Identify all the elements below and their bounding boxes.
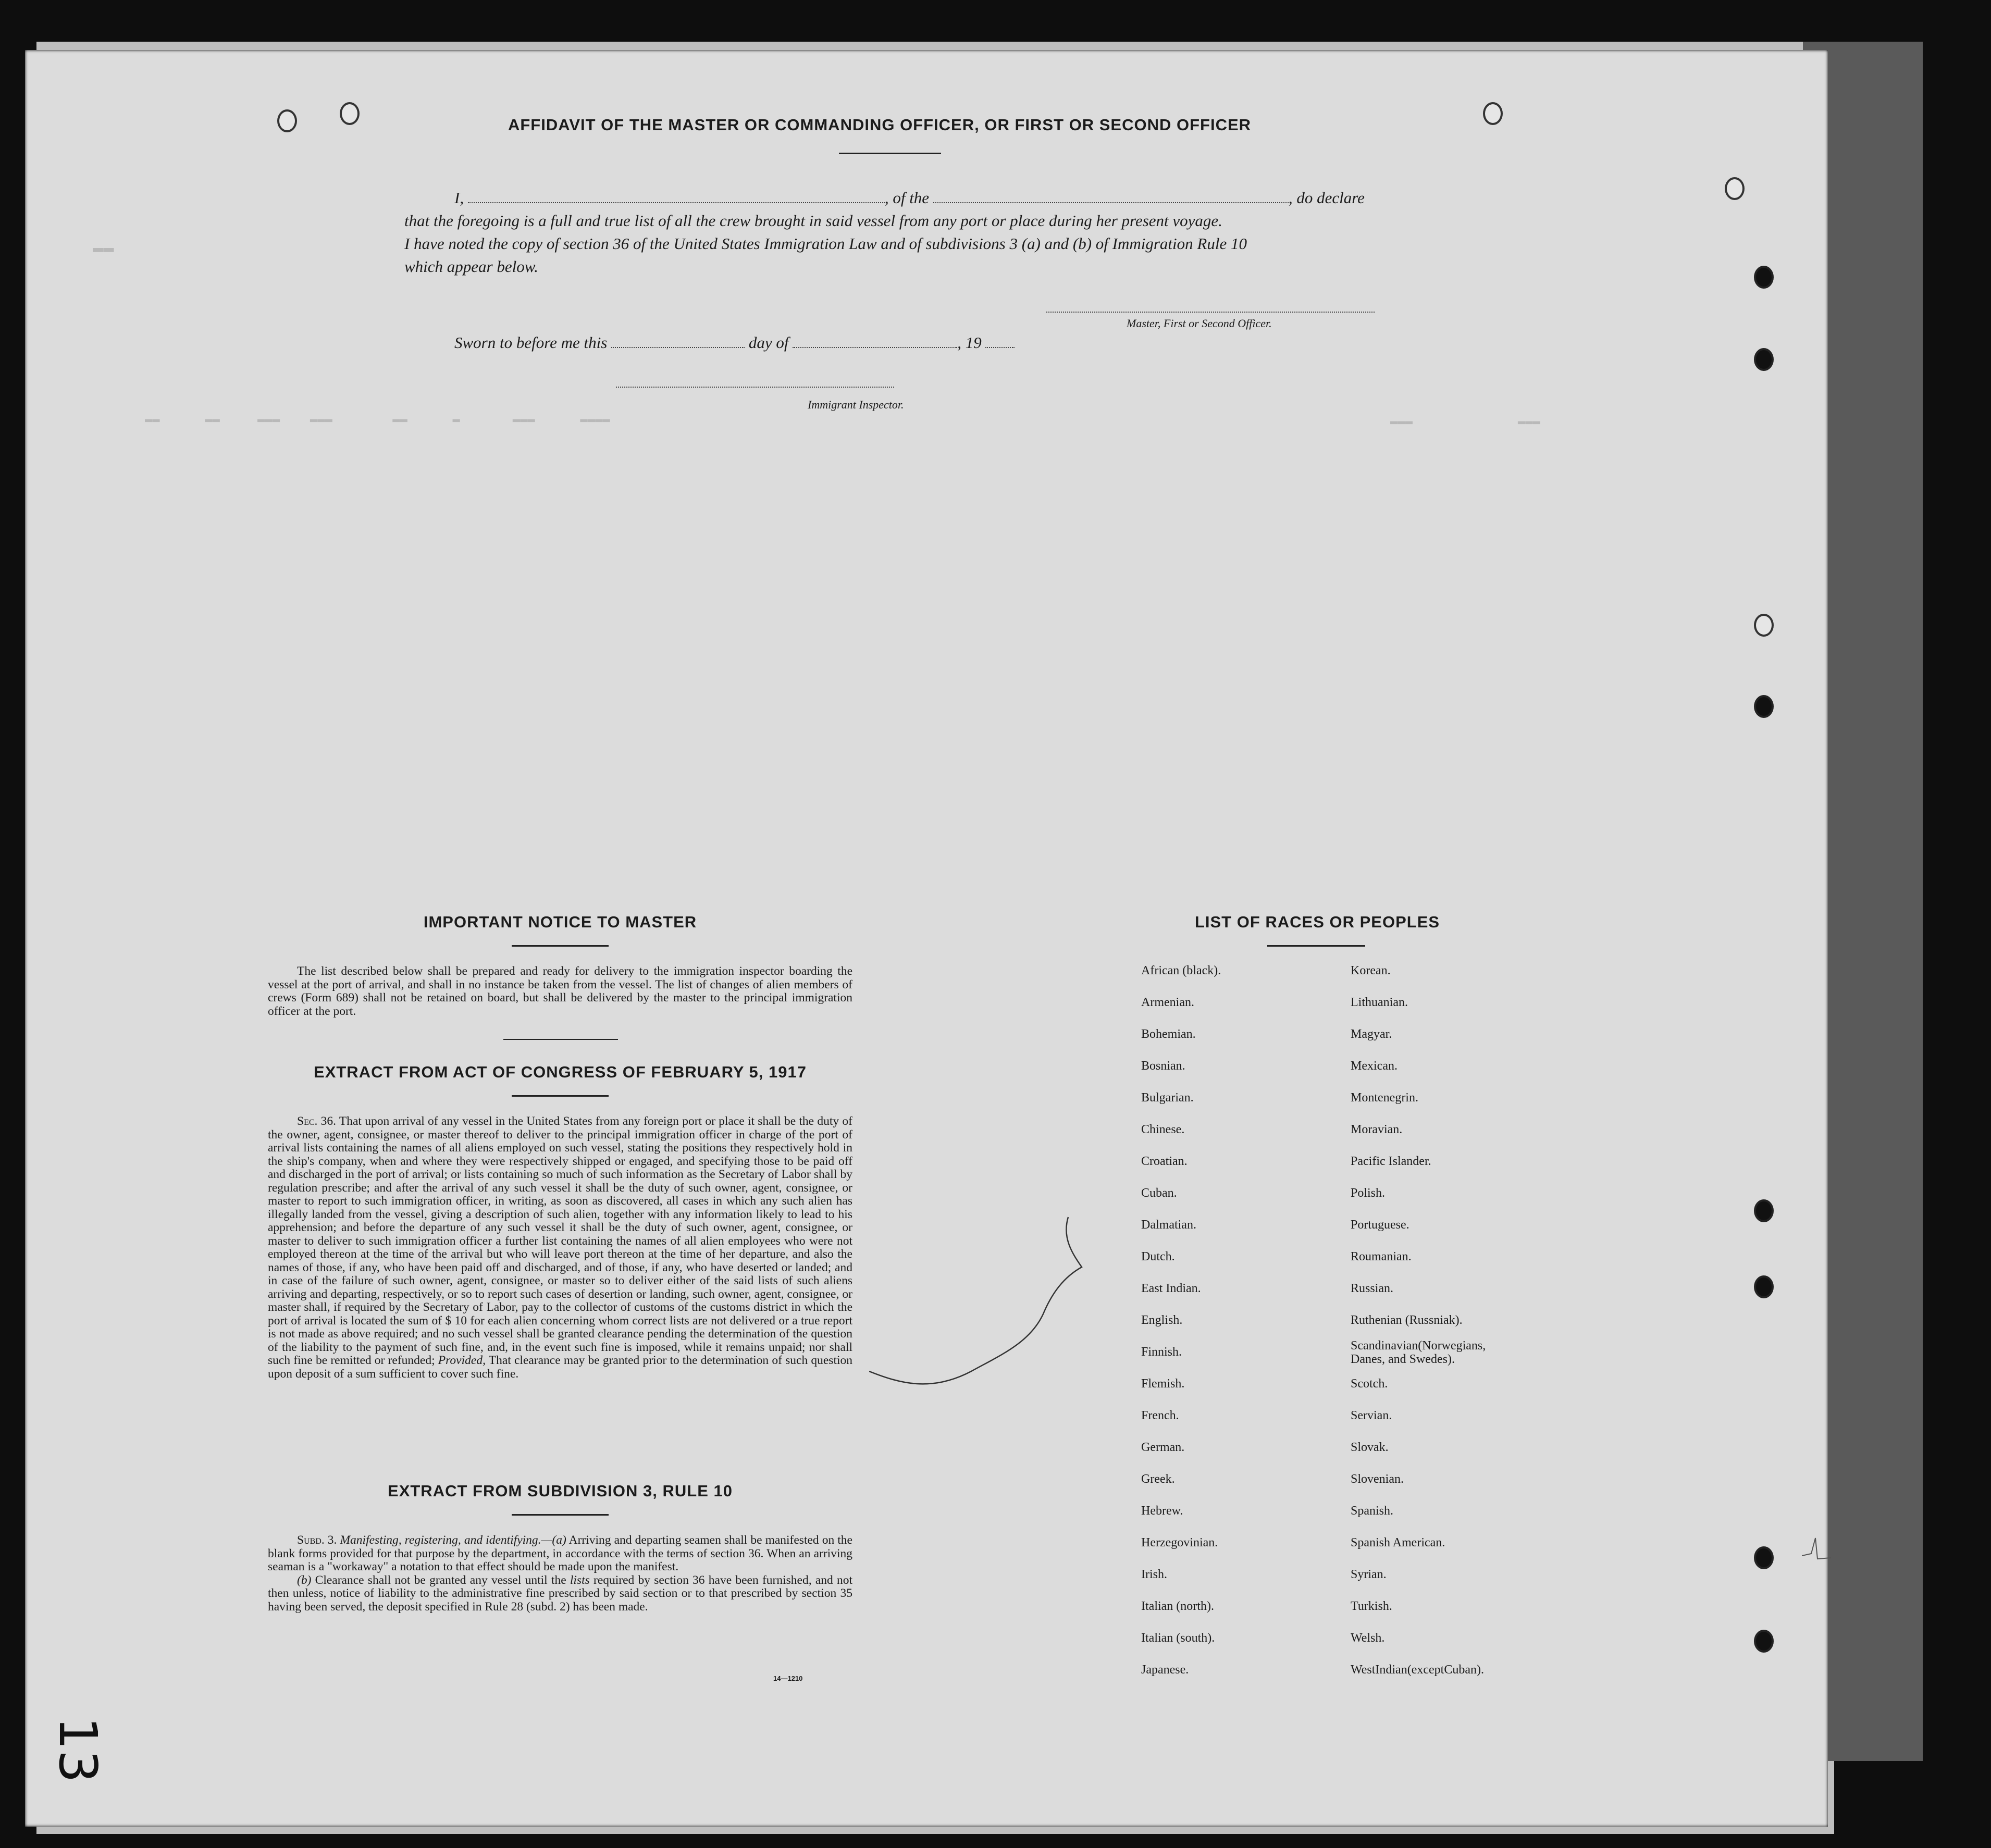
rule-subd-label: Subd. 3.	[297, 1533, 337, 1547]
race-item: Mexican.	[1351, 1059, 1398, 1073]
race-item: Croatian.	[1141, 1155, 1188, 1168]
act-section-body: That upon arrival of any vessel in the United States from any foreign port or place it shall be the duty of the owner, agent, consignee, or master thereof to deliver to the principal immigration officer in charge of the port of arrival lists containing the names of all aliens employed on such vessel, stating the positions they respectively hold in the ship's company, when and where they were respectively shipped or engaged, and specifying those to be paid off and discharged in the port of arrival; or lists containing so much of such information as the Secretary of Labor shall by regulation prescribe; and after the arrival of any such vessel it shall be the duty of such owner, agent, consignee, or master to report to such immigration officer, in writing, as soon as discovered, all cases in which any such alien has illegally landed from the vessel, giving a description of such alien, together with any information likely to lead to his apprehension; and before the departure of any such vessel it shall be the duty of such owner, agent, consignee, or master to deliver to such immigration officer a further list containing the names of all alien employees who were not employed thereon at the time of the arrival but who will leave port thereon at the time of her departure, and also the names of those, if any, who have been paid off and discharged, and of those, if any, who have deserted or landed; and in case of the failure of such owner, agent, consignee, or master so to deliver either of the said lists of such aliens arriving and departing, respectively, or so to report such cases of desertion or landing, such owner, agent, consignee, or master shall, if required by the Secretary of Labor, pay to the collector of customs of the customs district in which the port of arrival is located the sum of $ 10 for each alien concerning whom correct lists are not delivered or a true report is not made as above required; and no such vessel shall be granted clearance pending the determination of the question of the liability to the payment of such fine, and, in the event such fine is imposed, while it remains unpaid; nor shall such fine be remitted or refunded;	[268, 1114, 853, 1367]
rule-subd-heading: Manifesting, registering, and identifying.—(a)	[340, 1533, 566, 1547]
binder-hole	[1483, 102, 1503, 125]
race-item: Dutch.	[1141, 1250, 1175, 1263]
inspector-signature-line[interactable]	[616, 387, 894, 388]
rule-text	[268, 1534, 852, 1614]
act-underline	[512, 1095, 609, 1097]
binder-hole	[277, 109, 297, 132]
race-item: Servian.	[1351, 1409, 1392, 1422]
race-item: Japanese.	[1141, 1663, 1189, 1677]
binder-hole	[1754, 614, 1774, 637]
race-item: Scotch.	[1351, 1377, 1388, 1391]
notice-title: IMPORTANT NOTICE TO MASTER	[423, 913, 697, 931]
rule-underline	[512, 1514, 609, 1516]
race-item: Italian (south).	[1141, 1631, 1215, 1645]
race-item: Russian.	[1351, 1282, 1394, 1295]
race-item: French.	[1141, 1409, 1179, 1422]
race-item: Montenegrin.	[1351, 1091, 1418, 1105]
sworn-line	[454, 331, 1015, 354]
sworn-year-label: , 19	[957, 333, 982, 352]
binder-hole	[1754, 266, 1774, 289]
rule-para-b-label: (b)	[297, 1573, 312, 1587]
race-item: Magyar.	[1351, 1027, 1392, 1041]
race-item: Armenian.	[1141, 996, 1194, 1009]
pen-mark	[1802, 1535, 1833, 1571]
affidavit-line-2: that the foregoing is a full and true list of all the crew brought in said vessel from any port or place during her present voyage.	[404, 212, 1222, 230]
act-provided-text: That clearance may be granted prior to the determination of such question upon deposit of a sum sufficient to cover such fine.	[268, 1354, 853, 1381]
race-item: Roumanian.	[1351, 1250, 1412, 1263]
notice-underline	[512, 945, 609, 947]
rule-para-b-text-2: required by section 36 have been furnished, and not then unless, notice of liability to the administrative fine prescribed by said section or to that prescribed by section 35 having been served, the deposit specified in Rule 28 (subd. 2) has been made.	[268, 1573, 853, 1614]
name-blank[interactable]	[468, 188, 885, 203]
sworn-month-blank[interactable]	[793, 332, 957, 348]
race-item: Flemish.	[1141, 1377, 1185, 1391]
master-caption: Master, First or Second Officer.	[1127, 317, 1272, 330]
inspector-caption: Immigrant Inspector.	[808, 398, 904, 411]
affidavit-line-3: I have noted the copy of section 36 of the United States Immigration Law and of subdivisions 3 (a) and (b) of Immigration Rule 10	[404, 234, 1247, 253]
bleed-through-text: ▬▬	[93, 239, 114, 258]
race-item: Scandinavian(Norwegians, Danes, and Swedes).	[1351, 1339, 1486, 1366]
rule-para-a-text: Arriving and departing seamen shall be manifested on the blank forms provided for that purpose by the department, in accordance with the terms of section 36. When an arriving seaman is a "workaway" a notation to that effect should be made upon the manifest.	[268, 1533, 852, 1573]
race-item: Cuban.	[1141, 1186, 1177, 1200]
bleed-through-text: ▬▬▬ ▬▬▬	[1390, 415, 1541, 429]
race-item: German.	[1141, 1441, 1185, 1454]
race-item: African (black).	[1141, 964, 1221, 977]
race-item: Welsh.	[1351, 1631, 1385, 1645]
race-item: Bulgarian.	[1141, 1091, 1194, 1105]
rule-para-b	[268, 1574, 852, 1614]
race-item: Italian (north).	[1141, 1599, 1214, 1613]
race-item: Bosnian.	[1141, 1059, 1185, 1073]
race-item: Pacific Islander.	[1351, 1155, 1431, 1168]
race-item: Spanish.	[1351, 1504, 1394, 1518]
notice-text: The list described below shall be prepared and ready for delivery to the immigration inspector boarding the vessel at the port of arrival, and shall in no instance be taken from the vessel. The list of changes of alien members of crews (Form 689) shall not be retained on board, but shall be delivered by the master to the principal immigration officer at the port.	[268, 964, 852, 1018]
act-text	[268, 1115, 852, 1381]
act-section-label: Sec. 36.	[297, 1114, 337, 1128]
form-number: 14—1210	[773, 1675, 803, 1682]
sworn-day-blank[interactable]	[611, 332, 745, 348]
race-item: Slovak.	[1351, 1441, 1389, 1454]
vessel-blank[interactable]	[933, 188, 1289, 203]
binder-hole	[1754, 695, 1774, 718]
binder-hole	[1754, 348, 1774, 371]
sworn-year-blank[interactable]	[985, 332, 1015, 348]
binder-hole	[1754, 1630, 1774, 1653]
bleed-through-text: ▬▬ ▬▬ ▬▬▬ ▬▬▬ ▬▬ ▬ ▬▬▬ ▬▬▬▬	[145, 413, 610, 427]
race-item: Turkish.	[1351, 1599, 1392, 1613]
rule-para-b-text-1: Clearance shall not be granted any vessel until the	[315, 1573, 566, 1587]
sworn-prefix: Sworn to before me this	[454, 333, 608, 352]
rule-title: EXTRACT FROM SUBDIVISION 3, RULE 10	[388, 1482, 733, 1500]
binder-hole	[1754, 1546, 1774, 1569]
master-signature-line[interactable]	[1046, 312, 1375, 313]
race-item: Greek.	[1141, 1472, 1175, 1486]
race-item: Herzegovinian.	[1141, 1536, 1218, 1549]
rule-para-b-lists: lists	[570, 1573, 590, 1587]
affidavit-line-1	[454, 187, 1365, 209]
race-item: Syrian.	[1351, 1568, 1387, 1581]
binder-hole	[1725, 177, 1745, 200]
binder-hole	[340, 102, 360, 125]
act-provided-label: Provided,	[438, 1354, 486, 1367]
section-divider	[503, 1039, 618, 1040]
race-item: East Indian.	[1141, 1282, 1201, 1295]
race-item: Lithuanian.	[1351, 996, 1408, 1009]
race-item: Polish.	[1351, 1186, 1386, 1200]
sworn-day-of: day of	[748, 333, 789, 352]
race-item: Dalmatian.	[1141, 1218, 1196, 1232]
race-item: WestIndian(exceptCuban).	[1351, 1663, 1484, 1677]
race-item: Irish.	[1141, 1568, 1167, 1581]
affidavit-of-the-label: , of the	[884, 189, 930, 207]
binder-hole	[1754, 1275, 1774, 1298]
race-item: Bohemian.	[1141, 1027, 1196, 1041]
race-item: Slovenian.	[1351, 1472, 1404, 1486]
title-underline	[839, 153, 941, 154]
race-item: Ruthenian (Russniak).	[1351, 1313, 1463, 1327]
race-item: Finnish.	[1141, 1345, 1182, 1359]
handwritten-page-number: 13	[47, 1716, 109, 1783]
rule-para-a	[268, 1534, 852, 1574]
race-item: Korean.	[1351, 964, 1391, 977]
race-item: Chinese.	[1141, 1123, 1185, 1136]
binder-hole	[1754, 1199, 1774, 1222]
pen-stroke	[869, 1207, 1098, 1394]
manifest-page	[25, 50, 1828, 1827]
races-underline	[1267, 945, 1365, 947]
race-item: Hebrew.	[1141, 1504, 1183, 1518]
affidavit-title: AFFIDAVIT OF THE MASTER OR COMMANDING OFFICER, OR FIRST OR SECOND OFFICER	[508, 116, 1252, 134]
races-title: LIST OF RACES OR PEOPLES	[1194, 913, 1440, 931]
act-title: EXTRACT FROM ACT OF CONGRESS OF FEBRUARY 5, 1917	[314, 1063, 807, 1081]
race-item: Portuguese.	[1351, 1218, 1409, 1232]
race-item: Spanish American.	[1351, 1536, 1445, 1549]
affidavit-declare-label: , do declare	[1288, 189, 1365, 207]
race-item: Moravian.	[1351, 1123, 1403, 1136]
affidavit-i-label: I,	[454, 189, 464, 207]
race-item: English.	[1141, 1313, 1183, 1327]
affidavit-line-4: which appear below.	[404, 257, 538, 276]
